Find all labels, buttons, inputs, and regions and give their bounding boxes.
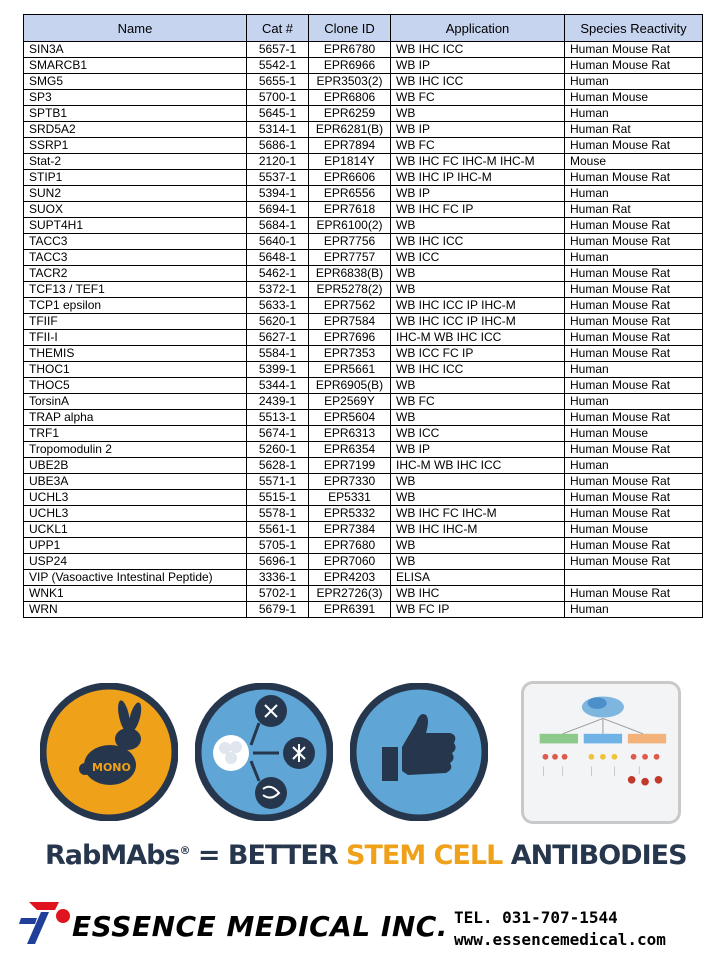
cat-cell: 5584-1 bbox=[247, 346, 309, 362]
species-cell: Human Rat bbox=[565, 202, 703, 218]
clone-cell: EPR7353 bbox=[309, 346, 391, 362]
application-cell: WB IP bbox=[391, 186, 565, 202]
species-cell: Human Mouse bbox=[565, 90, 703, 106]
cat-cell: 5702-1 bbox=[247, 586, 309, 602]
cat-cell: 5674-1 bbox=[247, 426, 309, 442]
species-cell: Human Mouse Rat bbox=[565, 586, 703, 602]
cat-cell: 5684-1 bbox=[247, 218, 309, 234]
clone-cell: EPR6780 bbox=[309, 42, 391, 58]
clone-cell: EPR6806 bbox=[309, 90, 391, 106]
clone-cell: EPR7199 bbox=[309, 458, 391, 474]
name-cell: THEMIS bbox=[24, 346, 247, 362]
cat-cell: 5655-1 bbox=[247, 74, 309, 90]
clone-cell: EPR5661 bbox=[309, 362, 391, 378]
species-cell: Human Mouse Rat bbox=[565, 538, 703, 554]
cat-cell: 5515-1 bbox=[247, 490, 309, 506]
species-cell: Human Mouse Rat bbox=[565, 266, 703, 282]
species-cell: Human Mouse Rat bbox=[565, 170, 703, 186]
table-row[interactable] bbox=[24, 90, 703, 106]
clone-cell: EPR7618 bbox=[309, 202, 391, 218]
cat-cell: 5561-1 bbox=[247, 522, 309, 538]
table-row[interactable] bbox=[24, 362, 703, 378]
application-cell: WB IHC FC IHC-M bbox=[391, 506, 565, 522]
name-cell: UCHL3 bbox=[24, 490, 247, 506]
application-cell: WB bbox=[391, 282, 565, 298]
name-cell: Tropomodulin 2 bbox=[24, 442, 247, 458]
species-cell: Human Mouse Rat bbox=[565, 138, 703, 154]
table-row[interactable] bbox=[24, 586, 703, 602]
table-row[interactable] bbox=[24, 314, 703, 330]
clone-cell: EPR7756 bbox=[309, 234, 391, 250]
cat-cell: 2439-1 bbox=[247, 394, 309, 410]
clone-cell: EPR5332 bbox=[309, 506, 391, 522]
application-cell: WB bbox=[391, 266, 565, 282]
name-cell: UCKL1 bbox=[24, 522, 247, 538]
clone-cell: EPR5278(2) bbox=[309, 282, 391, 298]
table-row[interactable] bbox=[24, 234, 703, 250]
tagline-suffix: ANTIBODIES bbox=[502, 840, 687, 871]
table-row[interactable] bbox=[24, 138, 703, 154]
application-cell: WB IHC ICC bbox=[391, 362, 565, 378]
cat-cell: 5696-1 bbox=[247, 554, 309, 570]
table-row[interactable] bbox=[24, 426, 703, 442]
table-row[interactable] bbox=[24, 522, 703, 538]
name-cell: TFIIF bbox=[24, 314, 247, 330]
name-cell: USP24 bbox=[24, 554, 247, 570]
table-row[interactable] bbox=[24, 74, 703, 90]
table-row[interactable] bbox=[24, 378, 703, 394]
cat-cell: 2120-1 bbox=[247, 154, 309, 170]
cat-cell: 5645-1 bbox=[247, 106, 309, 122]
cat-cell: 5705-1 bbox=[247, 538, 309, 554]
clone-cell: EPR6259 bbox=[309, 106, 391, 122]
clone-cell: EPR6905(B) bbox=[309, 378, 391, 394]
name-cell: TACC3 bbox=[24, 234, 247, 250]
table-row[interactable] bbox=[24, 154, 703, 170]
name-cell: SP3 bbox=[24, 90, 247, 106]
clone-cell: EPR6313 bbox=[309, 426, 391, 442]
table-row[interactable] bbox=[24, 474, 703, 490]
name-cell: STIP1 bbox=[24, 170, 247, 186]
application-cell: WB IHC ICC bbox=[391, 42, 565, 58]
application-cell: WB bbox=[391, 490, 565, 506]
cat-cell: 5657-1 bbox=[247, 42, 309, 58]
application-cell: IHC-M WB IHC ICC bbox=[391, 330, 565, 346]
col-species[interactable]: Species Reactivity bbox=[565, 15, 703, 42]
species-cell: Human Mouse Rat bbox=[565, 410, 703, 426]
cat-cell: 5399-1 bbox=[247, 362, 309, 378]
clone-cell: EP1814Y bbox=[309, 154, 391, 170]
table-row[interactable] bbox=[24, 602, 703, 618]
table-row[interactable] bbox=[24, 202, 703, 218]
name-cell: SMARCB1 bbox=[24, 58, 247, 74]
cat-cell: 5628-1 bbox=[247, 458, 309, 474]
application-cell: IHC-M WB IHC ICC bbox=[391, 458, 565, 474]
clone-cell: EPR7562 bbox=[309, 298, 391, 314]
application-cell: WB IHC FC IHC-M IHC-M bbox=[391, 154, 565, 170]
application-cell: WB IHC IP IHC-M bbox=[391, 170, 565, 186]
name-cell: SSRP1 bbox=[24, 138, 247, 154]
table-row[interactable] bbox=[24, 394, 703, 410]
table-row[interactable] bbox=[24, 106, 703, 122]
clone-cell: EPR6966 bbox=[309, 58, 391, 74]
table-row[interactable] bbox=[24, 554, 703, 570]
cat-cell: 5372-1 bbox=[247, 282, 309, 298]
species-cell: Human Mouse Rat bbox=[565, 554, 703, 570]
contact-info bbox=[454, 907, 666, 951]
table-row[interactable] bbox=[24, 58, 703, 74]
col-name[interactable]: Name bbox=[24, 15, 247, 42]
application-cell: WB IP bbox=[391, 122, 565, 138]
registered-mark: ® bbox=[179, 844, 190, 857]
species-cell: Human Mouse Rat bbox=[565, 42, 703, 58]
species-cell: Human Rat bbox=[565, 122, 703, 138]
name-cell: SPTB1 bbox=[24, 106, 247, 122]
rabbit-icon bbox=[40, 683, 178, 821]
cat-cell: 5571-1 bbox=[247, 474, 309, 490]
species-cell: Human bbox=[565, 74, 703, 90]
tagline-equals: = BETTER bbox=[189, 840, 347, 871]
name-cell: SMG5 bbox=[24, 74, 247, 90]
clone-cell: EPR7757 bbox=[309, 250, 391, 266]
clone-cell: EPR3503(2) bbox=[309, 74, 391, 90]
cat-cell: 5542-1 bbox=[247, 58, 309, 74]
clone-cell: EPR6281(B) bbox=[309, 122, 391, 138]
tagline bbox=[45, 840, 687, 871]
company-logo bbox=[15, 898, 75, 946]
species-cell bbox=[565, 570, 703, 586]
name-cell: UBE3A bbox=[24, 474, 247, 490]
species-cell: Mouse bbox=[565, 154, 703, 170]
tagline-highlight: STEM CELL bbox=[346, 840, 503, 871]
clone-cell: EPR4203 bbox=[309, 570, 391, 586]
cat-cell: 5314-1 bbox=[247, 122, 309, 138]
species-cell: Human Mouse Rat bbox=[565, 58, 703, 74]
clone-cell: EPR7894 bbox=[309, 138, 391, 154]
species-cell: Human Mouse Rat bbox=[565, 330, 703, 346]
name-cell: SIN3A bbox=[24, 42, 247, 58]
name-cell: TRF1 bbox=[24, 426, 247, 442]
thumbs-up-icon bbox=[350, 683, 488, 821]
table-header-row bbox=[24, 15, 703, 42]
application-cell: WB IHC FC IP bbox=[391, 202, 565, 218]
application-cell: WB IHC ICC IP IHC-M bbox=[391, 298, 565, 314]
name-cell: UCHL3 bbox=[24, 506, 247, 522]
clone-cell: EP2569Y bbox=[309, 394, 391, 410]
name-cell: TorsinA bbox=[24, 394, 247, 410]
application-cell: WB IHC ICC bbox=[391, 74, 565, 90]
cat-cell: 5700-1 bbox=[247, 90, 309, 106]
clone-cell: EPR7696 bbox=[309, 330, 391, 346]
application-cell: WB IHC IHC-M bbox=[391, 522, 565, 538]
species-cell: Human Mouse Rat bbox=[565, 474, 703, 490]
antibody-table bbox=[23, 14, 703, 618]
application-cell: WB IHC bbox=[391, 586, 565, 602]
table-row[interactable] bbox=[24, 538, 703, 554]
species-cell: Human bbox=[565, 106, 703, 122]
application-cell: WB IHC ICC bbox=[391, 234, 565, 250]
table-row[interactable] bbox=[24, 266, 703, 282]
clone-cell: EPR7584 bbox=[309, 314, 391, 330]
application-cell: ELISA bbox=[391, 570, 565, 586]
col-clone[interactable]: Clone ID bbox=[309, 15, 391, 42]
diagram-thumbnail bbox=[521, 681, 681, 824]
stem-cell-differentiation-icon bbox=[195, 683, 333, 821]
name-cell: TACR2 bbox=[24, 266, 247, 282]
clone-cell: EPR7384 bbox=[309, 522, 391, 538]
cat-cell: 5648-1 bbox=[247, 250, 309, 266]
table-row[interactable] bbox=[24, 506, 703, 522]
species-cell: Human Mouse Rat bbox=[565, 218, 703, 234]
name-cell: THOC5 bbox=[24, 378, 247, 394]
table-row[interactable] bbox=[24, 346, 703, 362]
application-cell: WB bbox=[391, 378, 565, 394]
name-cell: TCP1 epsilon bbox=[24, 298, 247, 314]
cat-cell: 5462-1 bbox=[247, 266, 309, 282]
species-cell: Human Mouse Rat bbox=[565, 442, 703, 458]
table-row[interactable] bbox=[24, 330, 703, 346]
species-cell: Human Mouse Rat bbox=[565, 314, 703, 330]
species-cell: Human Mouse Rat bbox=[565, 234, 703, 250]
cat-cell: 5394-1 bbox=[247, 186, 309, 202]
application-cell: WB FC bbox=[391, 394, 565, 410]
name-cell: Stat-2 bbox=[24, 154, 247, 170]
application-cell: WB bbox=[391, 538, 565, 554]
application-cell: WB FC bbox=[391, 90, 565, 106]
cat-cell: 5260-1 bbox=[247, 442, 309, 458]
clone-cell: EPR6354 bbox=[309, 442, 391, 458]
phone-number[interactable]: TEL. 031-707-1544 bbox=[454, 908, 618, 927]
name-cell: UBE2B bbox=[24, 458, 247, 474]
cat-cell: 5679-1 bbox=[247, 602, 309, 618]
application-cell: WB bbox=[391, 474, 565, 490]
col-cat[interactable]: Cat # bbox=[247, 15, 309, 42]
cat-cell: 5513-1 bbox=[247, 410, 309, 426]
application-cell: WB bbox=[391, 106, 565, 122]
name-cell: WRN bbox=[24, 602, 247, 618]
clone-cell: EPR6606 bbox=[309, 170, 391, 186]
name-cell: TCF13 / TEF1 bbox=[24, 282, 247, 298]
application-cell: WB IP bbox=[391, 442, 565, 458]
name-cell: TACC3 bbox=[24, 250, 247, 266]
application-cell: WB ICC FC IP bbox=[391, 346, 565, 362]
application-cell: WB bbox=[391, 218, 565, 234]
clone-cell: EPR6556 bbox=[309, 186, 391, 202]
cat-cell: 5344-1 bbox=[247, 378, 309, 394]
application-cell: WB IHC ICC IP IHC-M bbox=[391, 314, 565, 330]
col-application[interactable]: Application bbox=[391, 15, 565, 42]
name-cell: THOC1 bbox=[24, 362, 247, 378]
species-cell: Human Mouse Rat bbox=[565, 298, 703, 314]
name-cell: TRAP alpha bbox=[24, 410, 247, 426]
cat-cell: 5633-1 bbox=[247, 298, 309, 314]
application-cell: WB FC bbox=[391, 138, 565, 154]
mono-label: MONO bbox=[92, 761, 131, 774]
application-cell: WB ICC bbox=[391, 426, 565, 442]
clone-cell: EPR5604 bbox=[309, 410, 391, 426]
name-cell: WNK1 bbox=[24, 586, 247, 602]
clone-cell: EPR6391 bbox=[309, 602, 391, 618]
name-cell: UPP1 bbox=[24, 538, 247, 554]
table-row[interactable] bbox=[24, 458, 703, 474]
species-cell: Human Mouse bbox=[565, 522, 703, 538]
table-row[interactable] bbox=[24, 442, 703, 458]
table-row[interactable] bbox=[24, 282, 703, 298]
name-cell: TFII-I bbox=[24, 330, 247, 346]
name-cell: SUN2 bbox=[24, 186, 247, 202]
species-cell: Human bbox=[565, 186, 703, 202]
table-row[interactable] bbox=[24, 122, 703, 138]
clone-cell: EPR6100(2) bbox=[309, 218, 391, 234]
table-row[interactable] bbox=[24, 570, 703, 586]
table-row[interactable] bbox=[24, 170, 703, 186]
species-cell: Human bbox=[565, 250, 703, 266]
species-cell: Human Mouse Rat bbox=[565, 378, 703, 394]
table-row[interactable] bbox=[24, 490, 703, 506]
clone-cell: EPR7060 bbox=[309, 554, 391, 570]
table-row[interactable] bbox=[24, 42, 703, 58]
name-cell: SUPT4H1 bbox=[24, 218, 247, 234]
application-cell: WB ICC bbox=[391, 250, 565, 266]
clone-cell: EPR7680 bbox=[309, 538, 391, 554]
species-cell: Human bbox=[565, 362, 703, 378]
species-cell: Human Mouse Rat bbox=[565, 506, 703, 522]
application-cell: WB bbox=[391, 554, 565, 570]
species-cell: Human Mouse Rat bbox=[565, 490, 703, 506]
website-link[interactable]: www.essencemedical.com bbox=[454, 930, 666, 949]
clone-cell: EPR7330 bbox=[309, 474, 391, 490]
cat-cell: 5640-1 bbox=[247, 234, 309, 250]
clone-cell: EP5331 bbox=[309, 490, 391, 506]
species-cell: Human Mouse Rat bbox=[565, 282, 703, 298]
table-row[interactable] bbox=[24, 218, 703, 234]
cat-cell: 5686-1 bbox=[247, 138, 309, 154]
tagline-brand: RabMAbs bbox=[45, 840, 180, 871]
application-cell: WB bbox=[391, 410, 565, 426]
clone-cell: EPR6838(B) bbox=[309, 266, 391, 282]
species-cell: Human bbox=[565, 394, 703, 410]
species-cell: Human Mouse bbox=[565, 426, 703, 442]
species-cell: Human bbox=[565, 458, 703, 474]
name-cell: SUOX bbox=[24, 202, 247, 218]
company-name: ESSENCE MEDICAL INC. bbox=[72, 910, 448, 943]
cat-cell: 5537-1 bbox=[247, 170, 309, 186]
cat-cell: 5627-1 bbox=[247, 330, 309, 346]
table-row[interactable] bbox=[24, 250, 703, 266]
cat-cell: 5578-1 bbox=[247, 506, 309, 522]
clone-cell: EPR2726(3) bbox=[309, 586, 391, 602]
name-cell: VIP (Vasoactive Intestinal Peptide) bbox=[24, 570, 247, 586]
application-cell: WB FC IP bbox=[391, 602, 565, 618]
table-row[interactable] bbox=[24, 410, 703, 426]
cat-cell: 3336-1 bbox=[247, 570, 309, 586]
application-cell: WB IP bbox=[391, 58, 565, 74]
cat-cell: 5694-1 bbox=[247, 202, 309, 218]
table-row[interactable] bbox=[24, 186, 703, 202]
species-cell: Human Mouse Rat bbox=[565, 346, 703, 362]
cat-cell: 5620-1 bbox=[247, 314, 309, 330]
table-row[interactable] bbox=[24, 298, 703, 314]
name-cell: SRD5A2 bbox=[24, 122, 247, 138]
species-cell: Human bbox=[565, 602, 703, 618]
